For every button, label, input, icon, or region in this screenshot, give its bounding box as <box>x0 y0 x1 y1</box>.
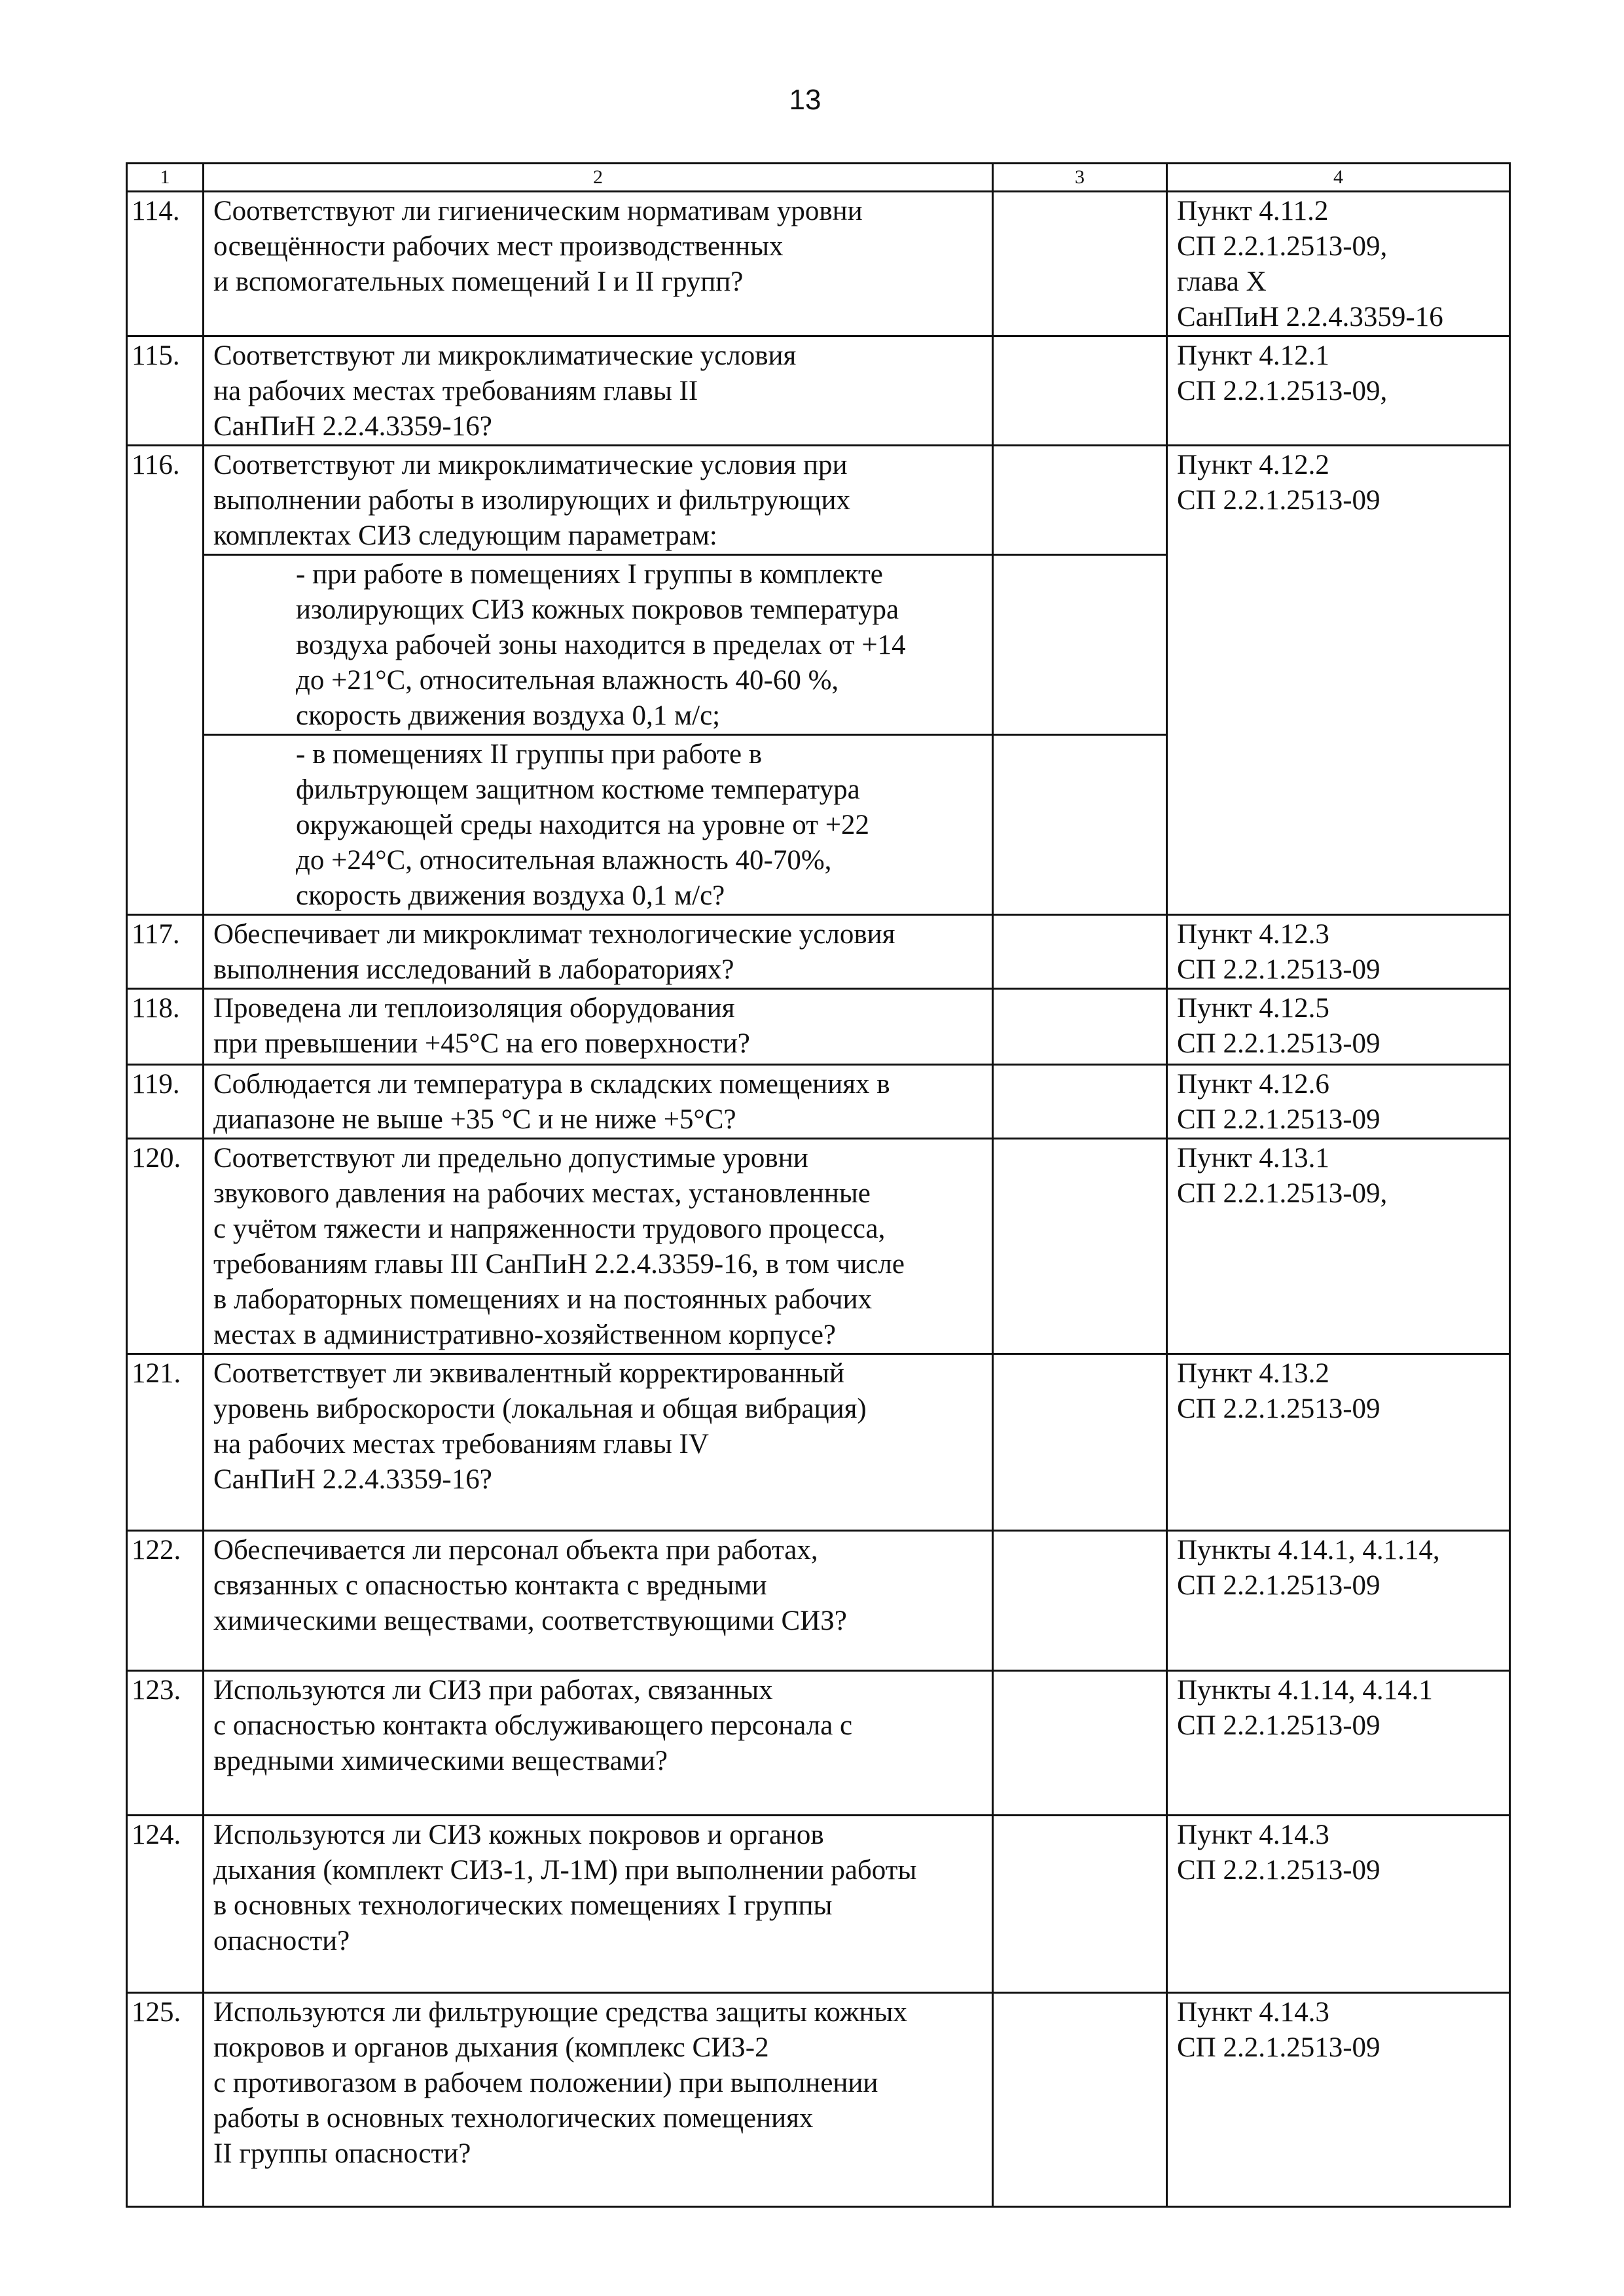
text-line: связанных с опасностью контакта с вредными <box>213 1570 767 1601</box>
text-line: на рабочих местах требованиям главы II <box>213 376 698 406</box>
text-line: СП 2.2.1.2513-09 <box>1177 1570 1380 1601</box>
answer-cell[interactable] <box>993 1671 1167 1816</box>
text-line: Соответствуют ли предельно допустимые уровни <box>213 1143 808 1174</box>
row-number: 116. <box>127 446 204 915</box>
text-line: изолирующих СИЗ кожных покровов температура <box>296 594 899 625</box>
question-cell <box>204 1816 993 1993</box>
question-cell <box>204 446 993 555</box>
text-line: СП 2.2.1.2513-09 <box>1177 1393 1380 1424</box>
text-line: Проведена ли теплоизоляция оборудования <box>213 993 735 1024</box>
row-number: 125. <box>127 1993 204 2207</box>
table-row <box>127 989 1510 1065</box>
text-line: и вспомогательных помещений I и II групп? <box>213 266 744 297</box>
text-line: Пункты 4.14.1, 4.1.14, <box>1177 1535 1440 1566</box>
table-row <box>127 1993 1510 2207</box>
text-line: Обеспечивает ли микроклимат технологические условия <box>213 919 895 950</box>
text-line: уровень виброскорости (локальная и общая вибрация) <box>213 1393 867 1424</box>
question-cell <box>204 989 993 1065</box>
text-line: СП 2.2.1.2513-09 <box>1177 1855 1380 1886</box>
text-line: Пункт 4.12.5 <box>1177 993 1329 1024</box>
table-row <box>127 1065 1510 1139</box>
reference-cell <box>1167 1671 1510 1816</box>
question-cell <box>204 1531 993 1671</box>
table-header-row <box>127 164 1510 192</box>
row-number: 114. <box>127 192 204 336</box>
reference-cell <box>1167 1531 1510 1671</box>
text-line: СП 2.2.1.2513-09 <box>1177 1104 1380 1135</box>
text-line: химическими веществами, соответствующими СИЗ? <box>213 1605 847 1636</box>
answer-cell[interactable] <box>993 1993 1167 2207</box>
text-line: Пункт 4.12.1 <box>1177 340 1329 371</box>
header-col-1: 1 <box>127 164 204 192</box>
text-line: СП 2.2.1.2513-09, <box>1177 376 1388 406</box>
text-line: Пункты 4.1.14, 4.14.1 <box>1177 1675 1433 1706</box>
reference-cell <box>1167 915 1510 989</box>
text-line: Соответствуют ли микроклиматические условия <box>213 340 797 371</box>
reference-cell <box>1167 1816 1510 1993</box>
text-line: - при работе в помещениях I группы в комплекте <box>296 559 883 590</box>
table-row <box>127 1671 1510 1816</box>
text-line: СП 2.2.1.2513-09 <box>1177 2032 1380 2063</box>
text-line: покровов и органов дыхания (комплекс СИЗ-2 <box>213 2032 769 2063</box>
checklist-table <box>126 162 1511 2208</box>
text-line: Соответствует ли эквивалентный корректированный <box>213 1358 844 1389</box>
reference-cell <box>1167 1993 1510 2207</box>
page-number: 13 <box>789 84 821 116</box>
text-line: Пункт 4.12.6 <box>1177 1069 1329 1100</box>
text-line: на рабочих местах требованиям главы IV <box>213 1429 709 1460</box>
text-line: II группы опасности? <box>213 2138 471 2169</box>
reference-cell <box>1167 446 1510 915</box>
table-row <box>127 1354 1510 1531</box>
text-line: с учётом тяжести и напряженности трудового процесса, <box>213 1213 886 1244</box>
question-cell <box>204 1671 993 1816</box>
text-line: выполнения исследований в лабораториях? <box>213 954 734 985</box>
text-line: СП 2.2.1.2513-09 <box>1177 1028 1380 1059</box>
text-line: Используются ли СИЗ кожных покровов и органов <box>213 1820 824 1850</box>
text-line: - в помещениях II группы при работе в <box>296 739 763 770</box>
answer-cell[interactable] <box>993 192 1167 336</box>
answer-cell[interactable] <box>993 989 1167 1065</box>
text-line: дыхания (комплект СИЗ-1, Л-1М) при выполнении работы <box>213 1855 917 1886</box>
text-line: СанПиН 2.2.4.3359-16 <box>1177 302 1443 332</box>
text-line: Пункт 4.13.2 <box>1177 1358 1329 1389</box>
table-row <box>127 336 1510 446</box>
subitem-cell <box>204 735 993 915</box>
answer-cell[interactable] <box>993 555 1167 735</box>
question-cell <box>204 1065 993 1139</box>
text-line: скорость движения воздуха 0,1 м/с? <box>296 880 725 911</box>
text-line: Соответствуют ли гигиеническим нормативам уровни <box>213 196 863 226</box>
text-line: СП 2.2.1.2513-09, <box>1177 1178 1388 1209</box>
answer-cell[interactable] <box>993 446 1167 555</box>
table-row <box>127 1531 1510 1671</box>
text-line: Пункт 4.11.2 <box>1177 196 1329 226</box>
text-line: воздуха рабочей зоны находится в пределах от +14 <box>296 630 906 660</box>
question-cell <box>204 336 993 446</box>
text-line: Обеспечивается ли персонал объекта при работах, <box>213 1535 818 1566</box>
row-number: 123. <box>127 1671 204 1816</box>
row-number: 124. <box>127 1816 204 1993</box>
text-line: Пункт 4.14.3 <box>1177 1820 1329 1850</box>
header-col-4: 4 <box>1167 164 1510 192</box>
header-col-3: 3 <box>993 164 1167 192</box>
text-line: работы в основных технологических помещениях <box>213 2103 814 2134</box>
table-row <box>127 1816 1510 1993</box>
text-line: диапазоне не выше +35 °С и не ниже +5°С? <box>213 1104 736 1135</box>
reference-cell <box>1167 1065 1510 1139</box>
answer-cell[interactable] <box>993 1139 1167 1354</box>
table-row <box>127 446 1510 555</box>
text-line: СП 2.2.1.2513-09 <box>1177 954 1380 985</box>
text-line: до +21°С, относительная влажность 40-60 %, <box>296 665 839 696</box>
question-cell <box>204 1139 993 1354</box>
text-line: вредными химическими веществами? <box>213 1746 668 1776</box>
text-line: в лабораторных помещениях и на постоянных рабочих <box>213 1284 873 1315</box>
row-number: 118. <box>127 989 204 1065</box>
question-cell <box>204 915 993 989</box>
text-line: местах в административно-хозяйственном корпусе? <box>213 1319 836 1350</box>
text-line: СанПиН 2.2.4.3359-16? <box>213 1464 492 1495</box>
table-row <box>127 192 1510 336</box>
row-number: 117. <box>127 915 204 989</box>
text-line: Пункт 4.12.3 <box>1177 919 1329 950</box>
answer-cell[interactable] <box>993 735 1167 915</box>
text-line: Соблюдается ли температура в складских помещениях в <box>213 1069 890 1100</box>
text-line: звукового давления на рабочих местах, установленные <box>213 1178 871 1209</box>
answer-cell[interactable] <box>993 915 1167 989</box>
text-line: Пункт 4.12.2 <box>1177 450 1329 480</box>
text-line: СП 2.2.1.2513-09 <box>1177 485 1380 516</box>
row-number: 115. <box>127 336 204 446</box>
text-line: в основных технологических помещениях I группы <box>213 1890 833 1921</box>
header-col-2: 2 <box>204 164 993 192</box>
text-line: выполнении работы в изолирующих и фильтрующих <box>213 485 851 516</box>
text-line: СП 2.2.1.2513-09 <box>1177 1710 1380 1741</box>
table-row <box>127 1139 1510 1354</box>
question-cell <box>204 1993 993 2207</box>
question-cell <box>204 192 993 336</box>
text-line: Пункт 4.14.3 <box>1177 1997 1329 2028</box>
text-line: СанПиН 2.2.4.3359-16? <box>213 411 492 442</box>
row-number: 121. <box>127 1354 204 1531</box>
text-line: опасности? <box>213 1926 350 1956</box>
reference-cell <box>1167 336 1510 446</box>
reference-cell <box>1167 1139 1510 1354</box>
reference-cell <box>1167 1354 1510 1531</box>
table-row <box>127 915 1510 989</box>
text-line: требованиям главы III СанПиН 2.2.4.3359-16, в том числе <box>213 1249 905 1280</box>
reference-cell <box>1167 192 1510 336</box>
text-line: Пункт 4.13.1 <box>1177 1143 1329 1174</box>
text-line: с противогазом в рабочем положении) при выполнении <box>213 2068 878 2098</box>
text-line: скорость движения воздуха 0,1 м/с; <box>296 700 721 731</box>
row-number: 120. <box>127 1139 204 1354</box>
subitem-cell <box>204 555 993 735</box>
answer-cell[interactable] <box>993 1816 1167 1993</box>
text-line: глава X <box>1177 266 1267 297</box>
text-line: окружающей среды находится на уровне от +22 <box>296 810 870 840</box>
text-line: освещённости рабочих мест производственных <box>213 231 784 262</box>
question-cell <box>204 1354 993 1531</box>
text-line: с опасностью контакта обслуживающего персонала с <box>213 1710 853 1741</box>
text-line: фильтрующем защитном костюме температура <box>296 774 860 805</box>
text-line: Используются ли фильтрующие средства защиты кожных <box>213 1997 907 2028</box>
reference-cell <box>1167 989 1510 1065</box>
answer-cell[interactable] <box>993 1354 1167 1531</box>
text-line: до +24°С, относительная влажность 40-70%, <box>296 845 832 876</box>
text-line: Используются ли СИЗ при работах, связанных <box>213 1675 773 1706</box>
text-line: Соответствуют ли микроклиматические условия при <box>213 450 848 480</box>
answer-cell[interactable] <box>993 1065 1167 1139</box>
text-line: комплектах СИЗ следующим параметрам: <box>213 520 717 551</box>
answer-cell[interactable] <box>993 336 1167 446</box>
text-line: СП 2.2.1.2513-09, <box>1177 231 1388 262</box>
text-line: при превышении +45°С на его поверхности? <box>213 1028 750 1059</box>
row-number: 119. <box>127 1065 204 1139</box>
answer-cell[interactable] <box>993 1531 1167 1671</box>
row-number: 122. <box>127 1531 204 1671</box>
